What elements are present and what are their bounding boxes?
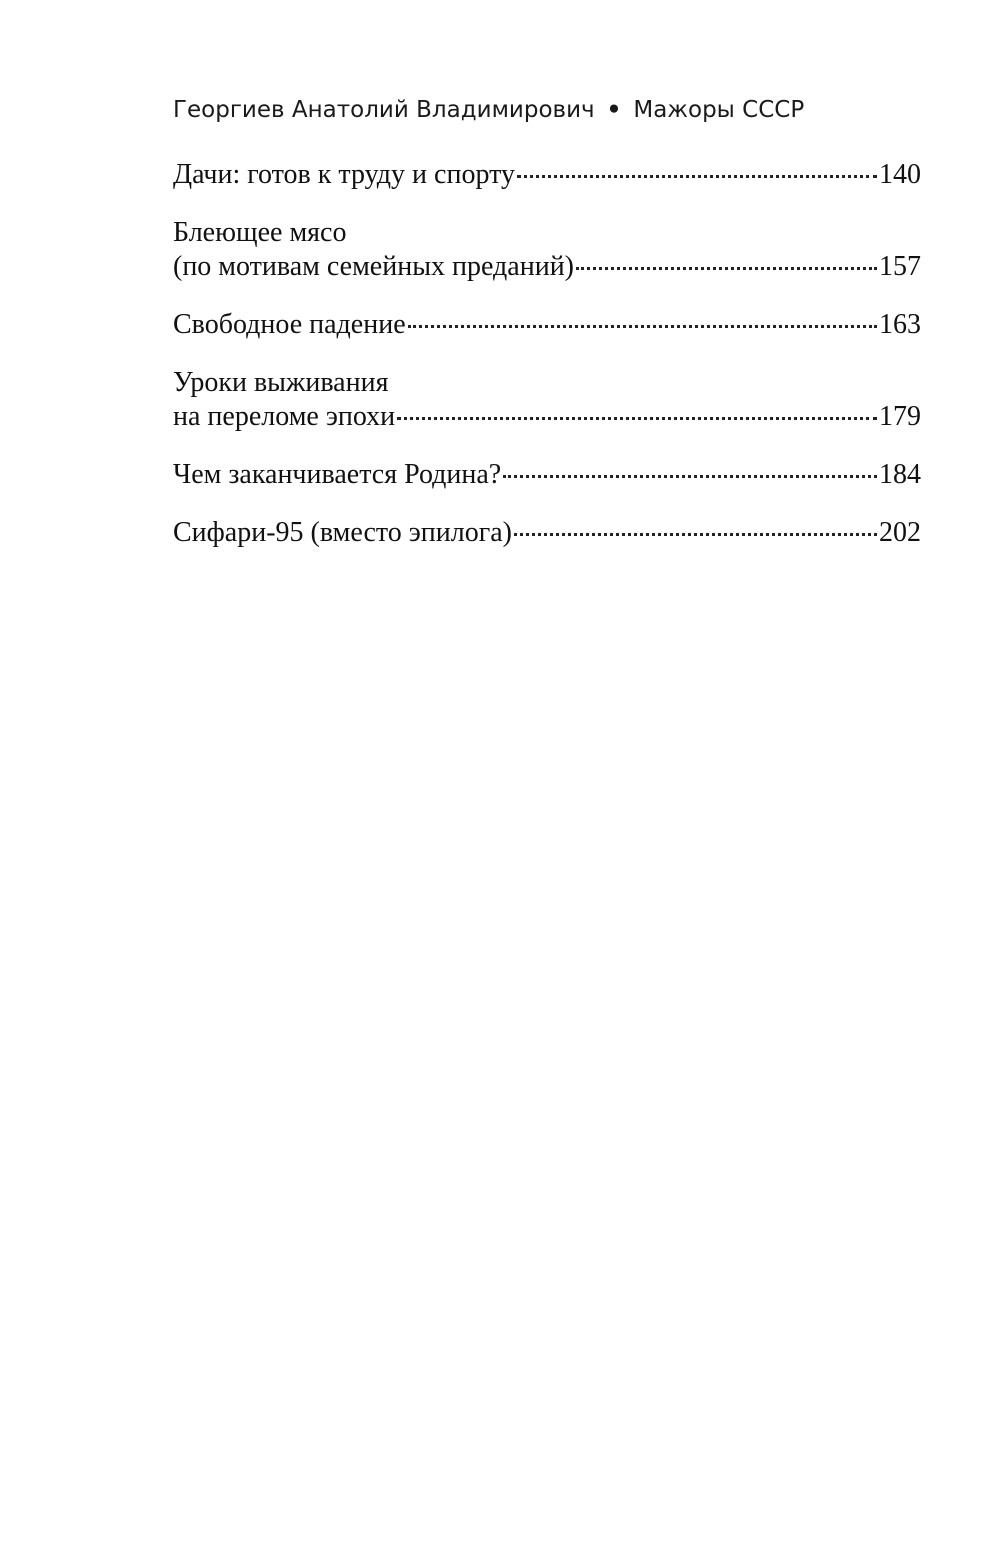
toc-entry-title: Дачи: готов к труду и спорту bbox=[173, 159, 515, 190]
toc-page-number: 157 bbox=[879, 251, 921, 282]
toc-line bbox=[173, 366, 921, 400]
toc-entry[interactable] bbox=[173, 516, 921, 550]
toc-entry-title: Уроки выживания bbox=[173, 367, 389, 398]
toc-entry-title: Чем заканчивается Родина? bbox=[173, 459, 502, 490]
toc-dot-leader bbox=[517, 172, 877, 178]
toc-entry[interactable] bbox=[173, 216, 921, 284]
toc-line bbox=[173, 458, 921, 492]
toc-entry-title-continued: (по мотивам семейных преданий) bbox=[173, 251, 574, 282]
toc-dot-leader bbox=[408, 322, 877, 328]
toc-page-number: 140 bbox=[879, 159, 921, 190]
toc-line bbox=[173, 216, 921, 250]
running-head bbox=[173, 92, 813, 128]
toc-dot-leader bbox=[397, 414, 877, 420]
running-head-author: Георгиев Анатолий Владимирович bbox=[173, 97, 595, 123]
toc-entry[interactable] bbox=[173, 158, 921, 192]
toc-line bbox=[173, 250, 921, 284]
toc-line bbox=[173, 308, 921, 342]
toc-entry-title: Свободное падение bbox=[173, 309, 406, 340]
toc-entry-title: Сифари-95 (вместо эпилога) bbox=[173, 517, 512, 548]
toc-entry[interactable] bbox=[173, 366, 921, 434]
toc-page-number: 179 bbox=[879, 401, 921, 432]
toc-entry[interactable] bbox=[173, 308, 921, 342]
running-head-separator: • bbox=[606, 97, 622, 123]
toc-line bbox=[173, 516, 921, 550]
toc-dot-leader bbox=[503, 472, 877, 478]
toc-line bbox=[173, 158, 921, 192]
toc-entry-title: Блеющее мясо bbox=[173, 217, 347, 248]
toc-entry-title-continued: на переломе эпохи bbox=[173, 401, 396, 432]
toc-dot-leader bbox=[514, 530, 877, 536]
toc-page-number: 184 bbox=[879, 459, 921, 490]
toc-page-number: 202 bbox=[879, 517, 921, 548]
toc-page-number: 163 bbox=[879, 309, 921, 340]
toc-line bbox=[173, 400, 921, 434]
table-of-contents bbox=[173, 158, 921, 574]
toc-entry[interactable] bbox=[173, 458, 921, 492]
running-head-book-title: Мажоры СССР bbox=[633, 97, 805, 123]
toc-dot-leader bbox=[576, 264, 877, 270]
